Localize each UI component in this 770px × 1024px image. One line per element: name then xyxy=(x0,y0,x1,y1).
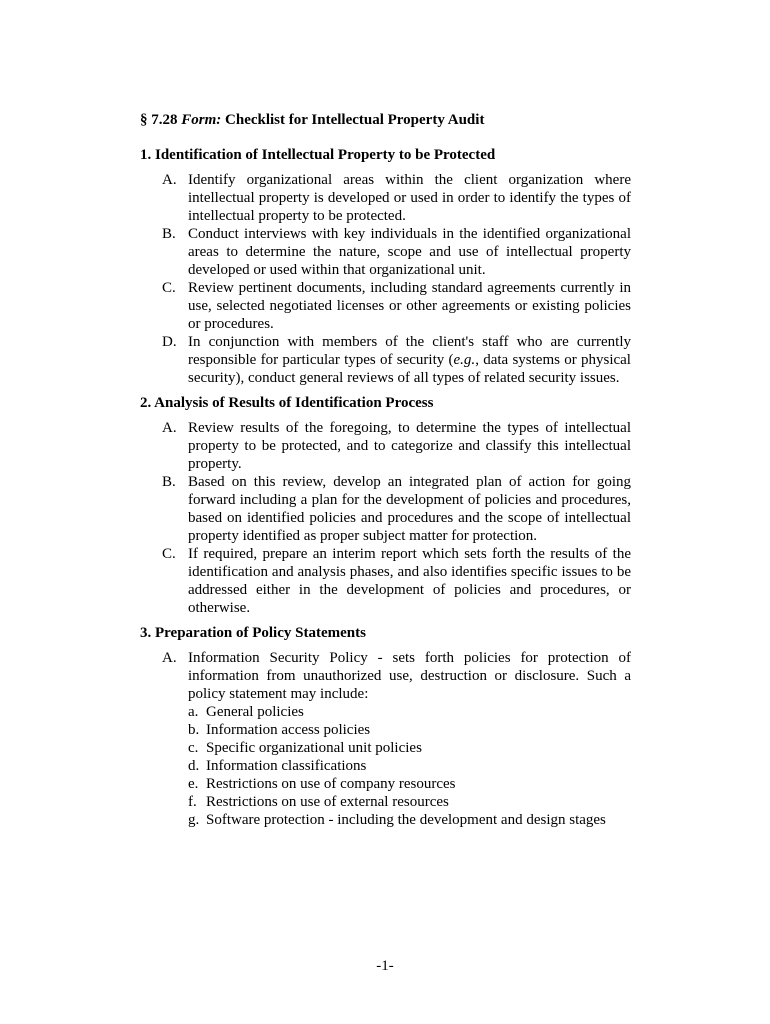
list-item xyxy=(140,649,631,829)
document-title xyxy=(140,111,631,129)
sub-list-item xyxy=(188,703,631,721)
item-letter: D. xyxy=(162,334,177,350)
list-item xyxy=(140,545,631,617)
sub-list-item xyxy=(188,721,631,739)
item-text: Review pertinent documents, including standard agreements currently in use, selected negotiated licenses or other agreements or existing policies or procedures. xyxy=(188,280,631,332)
item-text-italic: e.g. xyxy=(453,352,476,368)
page-number: -1- xyxy=(376,958,394,974)
sub-list-item xyxy=(188,775,631,793)
sub-item-text: Information classifications xyxy=(206,758,367,774)
sub-item-letter: g. xyxy=(188,812,200,828)
item-letter: A. xyxy=(162,172,177,188)
title-section-number: § 7.28 xyxy=(140,112,178,128)
section-3-items xyxy=(140,649,631,829)
item-letter: B. xyxy=(162,226,176,242)
item-letter: B. xyxy=(162,474,176,490)
sub-item-list xyxy=(188,703,631,829)
document-page xyxy=(140,111,631,836)
section-heading-1: 1. Identification of Intellectual Property to be Protected xyxy=(140,147,496,163)
list-item xyxy=(140,225,631,279)
item-text: Information Security Policy - sets forth policies for protection of information from unauthorized use, destruction or disclosure. Such a policy statement may include: xyxy=(188,650,631,702)
item-text: Review results of the foregoing, to determine the types of intellectual property to be protected, and to categorize and classify this intellectual property. xyxy=(188,420,631,472)
sub-list-item xyxy=(188,739,631,757)
title-form-label: Form: xyxy=(181,112,222,128)
sub-item-text: Restrictions on use of external resources xyxy=(206,794,449,810)
sub-item-text: Specific organizational unit policies xyxy=(206,740,422,756)
item-text: Conduct interviews with key individuals in the identified organizational areas to determine the nature, scope and use of intellectual property developed or used within that organizational unit. xyxy=(188,226,631,278)
item-text xyxy=(188,333,631,387)
list-item xyxy=(140,333,631,387)
item-letter: C. xyxy=(162,280,176,296)
sub-item-text: General policies xyxy=(206,704,304,720)
sub-list-item xyxy=(188,793,631,811)
sub-item-letter: a. xyxy=(188,704,199,720)
title-text: Checklist for Intellectual Property Audit xyxy=(225,112,485,128)
item-text-part: , data systems or physical security), conduct general reviews of all types of related security issues. xyxy=(188,352,631,386)
sub-item-letter: f. xyxy=(188,794,197,810)
list-item xyxy=(140,171,631,225)
list-item xyxy=(140,473,631,545)
sub-item-text: Restrictions on use of company resources xyxy=(206,776,456,792)
section-heading-3: 3. Preparation of Policy Statements xyxy=(140,625,366,641)
sub-item-letter: d. xyxy=(188,758,200,774)
item-letter: A. xyxy=(162,420,177,436)
section-heading-2: 2. Analysis of Results of Identification Process xyxy=(140,395,434,411)
sub-item-text: Software protection - including the development and design stages xyxy=(206,812,606,828)
sub-list-item xyxy=(188,811,631,829)
sub-item-letter: b. xyxy=(188,722,200,738)
item-text: Based on this review, develop an integrated plan of action for going forward including a plan for the development of policies and procedures, based on identified policies and procedures and the scope of intellectual property identified as proper subject matter for protection. xyxy=(188,474,631,544)
list-item xyxy=(140,419,631,473)
sub-item-text: Information access policies xyxy=(206,722,371,738)
sub-item-letter: c. xyxy=(188,740,199,756)
sub-item-letter: e. xyxy=(188,776,199,792)
item-text: Identify organizational areas within the client organization where intellectual property is developed or used in order to identify the types of intellectual property to be protected. xyxy=(188,172,631,224)
item-text-part: In conjunction with members of the client's staff who are currently responsible for particular types of security ( xyxy=(188,334,631,368)
item-letter: C. xyxy=(162,546,176,562)
section-1-items xyxy=(140,171,631,387)
sub-list-item xyxy=(188,757,631,775)
list-item xyxy=(140,279,631,333)
item-text: If required, prepare an interim report which sets forth the results of the identification and analysis phases, and also identifies specific issues to be addressed either in the development of policies and procedures, or otherwise. xyxy=(188,546,631,616)
section-2-items xyxy=(140,419,631,617)
item-letter: A. xyxy=(162,650,177,666)
